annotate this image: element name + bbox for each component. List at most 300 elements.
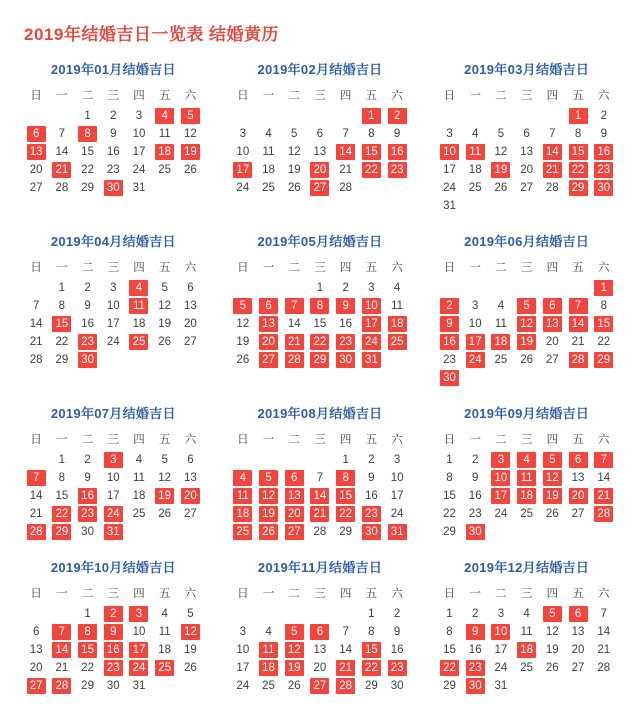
day-cell[interactable] (49, 125, 75, 143)
day-cell[interactable] (230, 623, 256, 641)
lucky-day-cell[interactable] (462, 659, 488, 677)
day-cell[interactable] (75, 161, 101, 179)
lucky-day-cell[interactable] (591, 351, 617, 369)
lucky-day-cell[interactable] (488, 623, 514, 641)
day-cell[interactable] (152, 125, 178, 143)
day-cell[interactable] (75, 605, 101, 623)
day-cell[interactable] (75, 143, 101, 161)
day-cell[interactable] (384, 605, 410, 623)
lucky-day-cell[interactable] (565, 487, 591, 505)
day-cell[interactable] (333, 623, 359, 641)
day-cell[interactable] (178, 125, 204, 143)
day-cell[interactable] (384, 641, 410, 659)
lucky-day-cell[interactable] (333, 351, 359, 369)
lucky-day-cell[interactable] (23, 125, 49, 143)
day-cell[interactable] (307, 469, 333, 487)
day-cell[interactable] (565, 641, 591, 659)
day-cell[interactable] (565, 623, 591, 641)
day-cell[interactable] (152, 279, 178, 297)
lucky-day-cell[interactable] (514, 333, 540, 351)
day-cell[interactable] (100, 469, 126, 487)
day-cell[interactable] (230, 351, 256, 369)
lucky-day-cell[interactable] (359, 333, 385, 351)
lucky-day-cell[interactable] (591, 487, 617, 505)
day-cell[interactable] (281, 143, 307, 161)
day-cell[interactable] (307, 659, 333, 677)
day-cell[interactable] (437, 641, 463, 659)
lucky-day-cell[interactable] (359, 351, 385, 369)
lucky-day-cell[interactable] (591, 505, 617, 523)
lucky-day-cell[interactable] (565, 351, 591, 369)
day-cell[interactable] (178, 659, 204, 677)
lucky-day-cell[interactable] (591, 315, 617, 333)
lucky-day-cell[interactable] (565, 143, 591, 161)
day-cell[interactable] (49, 179, 75, 197)
lucky-day-cell[interactable] (230, 487, 256, 505)
lucky-day-cell[interactable] (384, 659, 410, 677)
day-cell[interactable] (437, 623, 463, 641)
lucky-day-cell[interactable] (462, 143, 488, 161)
lucky-day-cell[interactable] (359, 107, 385, 125)
day-cell[interactable] (333, 125, 359, 143)
day-cell[interactable] (126, 143, 152, 161)
lucky-day-cell[interactable] (230, 523, 256, 541)
day-cell[interactable] (591, 125, 617, 143)
lucky-day-cell[interactable] (539, 451, 565, 469)
day-cell[interactable] (281, 315, 307, 333)
day-cell[interactable] (539, 333, 565, 351)
day-cell[interactable] (333, 641, 359, 659)
lucky-day-cell[interactable] (437, 369, 463, 387)
day-cell[interactable] (437, 505, 463, 523)
day-cell[interactable] (462, 315, 488, 333)
day-cell[interactable] (437, 677, 463, 695)
lucky-day-cell[interactable] (462, 351, 488, 369)
lucky-day-cell[interactable] (384, 333, 410, 351)
day-cell[interactable] (178, 469, 204, 487)
lucky-day-cell[interactable] (100, 641, 126, 659)
lucky-day-cell[interactable] (281, 351, 307, 369)
day-cell[interactable] (152, 605, 178, 623)
lucky-day-cell[interactable] (126, 297, 152, 315)
day-cell[interactable] (384, 677, 410, 695)
lucky-day-cell[interactable] (23, 469, 49, 487)
day-cell[interactable] (75, 469, 101, 487)
day-cell[interactable] (539, 623, 565, 641)
lucky-day-cell[interactable] (75, 641, 101, 659)
day-cell[interactable] (230, 315, 256, 333)
lucky-day-cell[interactable] (539, 469, 565, 487)
day-cell[interactable] (126, 623, 152, 641)
day-cell[interactable] (23, 505, 49, 523)
day-cell[interactable] (256, 623, 282, 641)
day-cell[interactable] (437, 179, 463, 197)
lucky-day-cell[interactable] (437, 315, 463, 333)
day-cell[interactable] (152, 451, 178, 469)
lucky-day-cell[interactable] (100, 605, 126, 623)
day-cell[interactable] (49, 487, 75, 505)
lucky-day-cell[interactable] (539, 161, 565, 179)
day-cell[interactable] (333, 161, 359, 179)
lucky-day-cell[interactable] (565, 179, 591, 197)
day-cell[interactable] (75, 315, 101, 333)
day-cell[interactable] (462, 487, 488, 505)
day-cell[interactable] (307, 279, 333, 297)
day-cell[interactable] (539, 125, 565, 143)
day-cell[interactable] (462, 125, 488, 143)
lucky-day-cell[interactable] (256, 523, 282, 541)
lucky-day-cell[interactable] (565, 315, 591, 333)
lucky-day-cell[interactable] (100, 505, 126, 523)
day-cell[interactable] (75, 451, 101, 469)
day-cell[interactable] (23, 623, 49, 641)
day-cell[interactable] (126, 161, 152, 179)
lucky-day-cell[interactable] (514, 487, 540, 505)
lucky-day-cell[interactable] (281, 487, 307, 505)
day-cell[interactable] (462, 297, 488, 315)
lucky-day-cell[interactable] (307, 333, 333, 351)
day-cell[interactable] (591, 333, 617, 351)
day-cell[interactable] (126, 505, 152, 523)
day-cell[interactable] (23, 641, 49, 659)
lucky-day-cell[interactable] (152, 143, 178, 161)
day-cell[interactable] (178, 605, 204, 623)
day-cell[interactable] (100, 107, 126, 125)
day-cell[interactable] (126, 107, 152, 125)
day-cell[interactable] (488, 605, 514, 623)
lucky-day-cell[interactable] (462, 333, 488, 351)
day-cell[interactable] (359, 125, 385, 143)
lucky-day-cell[interactable] (126, 333, 152, 351)
lucky-day-cell[interactable] (384, 523, 410, 541)
day-cell[interactable] (100, 487, 126, 505)
day-cell[interactable] (49, 451, 75, 469)
day-cell[interactable] (591, 605, 617, 623)
lucky-day-cell[interactable] (591, 161, 617, 179)
lucky-day-cell[interactable] (152, 487, 178, 505)
day-cell[interactable] (126, 469, 152, 487)
day-cell[interactable] (178, 297, 204, 315)
lucky-day-cell[interactable] (230, 161, 256, 179)
day-cell[interactable] (230, 125, 256, 143)
day-cell[interactable] (230, 677, 256, 695)
day-cell[interactable] (462, 161, 488, 179)
day-cell[interactable] (178, 161, 204, 179)
lucky-day-cell[interactable] (126, 279, 152, 297)
lucky-day-cell[interactable] (384, 107, 410, 125)
day-cell[interactable] (591, 659, 617, 677)
day-cell[interactable] (178, 279, 204, 297)
day-cell[interactable] (591, 297, 617, 315)
day-cell[interactable] (75, 297, 101, 315)
day-cell[interactable] (100, 297, 126, 315)
day-cell[interactable] (178, 315, 204, 333)
lucky-day-cell[interactable] (281, 333, 307, 351)
lucky-day-cell[interactable] (307, 351, 333, 369)
day-cell[interactable] (126, 315, 152, 333)
day-cell[interactable] (384, 297, 410, 315)
day-cell[interactable] (256, 677, 282, 695)
day-cell[interactable] (75, 677, 101, 695)
day-cell[interactable] (514, 125, 540, 143)
day-cell[interactable] (152, 315, 178, 333)
lucky-day-cell[interactable] (514, 315, 540, 333)
lucky-day-cell[interactable] (307, 677, 333, 695)
lucky-day-cell[interactable] (23, 523, 49, 541)
day-cell[interactable] (359, 605, 385, 623)
lucky-day-cell[interactable] (281, 659, 307, 677)
lucky-day-cell[interactable] (256, 333, 282, 351)
lucky-day-cell[interactable] (359, 641, 385, 659)
day-cell[interactable] (565, 333, 591, 351)
day-cell[interactable] (488, 677, 514, 695)
lucky-day-cell[interactable] (333, 677, 359, 695)
lucky-day-cell[interactable] (514, 451, 540, 469)
lucky-day-cell[interactable] (359, 161, 385, 179)
lucky-day-cell[interactable] (333, 659, 359, 677)
lucky-day-cell[interactable] (333, 505, 359, 523)
day-cell[interactable] (437, 451, 463, 469)
lucky-day-cell[interactable] (307, 487, 333, 505)
day-cell[interactable] (437, 469, 463, 487)
lucky-day-cell[interactable] (565, 451, 591, 469)
day-cell[interactable] (152, 505, 178, 523)
lucky-day-cell[interactable] (281, 297, 307, 315)
lucky-day-cell[interactable] (49, 641, 75, 659)
day-cell[interactable] (384, 469, 410, 487)
lucky-day-cell[interactable] (539, 487, 565, 505)
day-cell[interactable] (126, 487, 152, 505)
lucky-day-cell[interactable] (49, 677, 75, 695)
day-cell[interactable] (488, 143, 514, 161)
day-cell[interactable] (539, 351, 565, 369)
day-cell[interactable] (437, 197, 463, 215)
day-cell[interactable] (49, 659, 75, 677)
lucky-day-cell[interactable] (49, 623, 75, 641)
day-cell[interactable] (178, 641, 204, 659)
lucky-day-cell[interactable] (333, 297, 359, 315)
day-cell[interactable] (49, 279, 75, 297)
day-cell[interactable] (23, 297, 49, 315)
lucky-day-cell[interactable] (230, 297, 256, 315)
lucky-day-cell[interactable] (514, 297, 540, 315)
lucky-day-cell[interactable] (126, 659, 152, 677)
lucky-day-cell[interactable] (307, 297, 333, 315)
day-cell[interactable] (462, 179, 488, 197)
day-cell[interactable] (23, 487, 49, 505)
day-cell[interactable] (100, 125, 126, 143)
lucky-day-cell[interactable] (591, 143, 617, 161)
lucky-day-cell[interactable] (23, 143, 49, 161)
lucky-day-cell[interactable] (565, 107, 591, 125)
day-cell[interactable] (565, 505, 591, 523)
lucky-day-cell[interactable] (384, 143, 410, 161)
day-cell[interactable] (539, 641, 565, 659)
day-cell[interactable] (462, 641, 488, 659)
day-cell[interactable] (437, 605, 463, 623)
lucky-day-cell[interactable] (178, 107, 204, 125)
day-cell[interactable] (23, 333, 49, 351)
day-cell[interactable] (591, 641, 617, 659)
lucky-day-cell[interactable] (100, 179, 126, 197)
lucky-day-cell[interactable] (256, 469, 282, 487)
day-cell[interactable] (23, 315, 49, 333)
lucky-day-cell[interactable] (126, 641, 152, 659)
lucky-day-cell[interactable] (256, 641, 282, 659)
lucky-day-cell[interactable] (539, 315, 565, 333)
day-cell[interactable] (100, 333, 126, 351)
day-cell[interactable] (230, 143, 256, 161)
day-cell[interactable] (384, 623, 410, 641)
lucky-day-cell[interactable] (307, 623, 333, 641)
day-cell[interactable] (100, 677, 126, 695)
day-cell[interactable] (437, 161, 463, 179)
day-cell[interactable] (488, 505, 514, 523)
day-cell[interactable] (49, 333, 75, 351)
day-cell[interactable] (333, 523, 359, 541)
lucky-day-cell[interactable] (178, 143, 204, 161)
lucky-day-cell[interactable] (565, 605, 591, 623)
lucky-day-cell[interactable] (437, 143, 463, 161)
day-cell[interactable] (178, 505, 204, 523)
lucky-day-cell[interactable] (591, 451, 617, 469)
lucky-day-cell[interactable] (384, 315, 410, 333)
lucky-day-cell[interactable] (307, 161, 333, 179)
day-cell[interactable] (100, 143, 126, 161)
day-cell[interactable] (488, 315, 514, 333)
lucky-day-cell[interactable] (333, 333, 359, 351)
day-cell[interactable] (591, 623, 617, 641)
day-cell[interactable] (359, 469, 385, 487)
lucky-day-cell[interactable] (75, 333, 101, 351)
day-cell[interactable] (359, 451, 385, 469)
lucky-day-cell[interactable] (359, 523, 385, 541)
day-cell[interactable] (514, 179, 540, 197)
day-cell[interactable] (230, 659, 256, 677)
day-cell[interactable] (230, 641, 256, 659)
lucky-day-cell[interactable] (539, 297, 565, 315)
lucky-day-cell[interactable] (256, 659, 282, 677)
day-cell[interactable] (462, 505, 488, 523)
day-cell[interactable] (126, 677, 152, 695)
day-cell[interactable] (488, 351, 514, 369)
day-cell[interactable] (539, 505, 565, 523)
day-cell[interactable] (488, 125, 514, 143)
day-cell[interactable] (178, 333, 204, 351)
day-cell[interactable] (539, 659, 565, 677)
lucky-day-cell[interactable] (75, 351, 101, 369)
lucky-day-cell[interactable] (75, 487, 101, 505)
lucky-day-cell[interactable] (49, 161, 75, 179)
day-cell[interactable] (514, 161, 540, 179)
day-cell[interactable] (256, 179, 282, 197)
day-cell[interactable] (333, 451, 359, 469)
lucky-day-cell[interactable] (100, 659, 126, 677)
day-cell[interactable] (514, 505, 540, 523)
day-cell[interactable] (437, 523, 463, 541)
day-cell[interactable] (23, 351, 49, 369)
lucky-day-cell[interactable] (256, 297, 282, 315)
day-cell[interactable] (281, 179, 307, 197)
day-cell[interactable] (359, 623, 385, 641)
lucky-day-cell[interactable] (591, 279, 617, 297)
lucky-day-cell[interactable] (488, 451, 514, 469)
lucky-day-cell[interactable] (281, 469, 307, 487)
day-cell[interactable] (488, 659, 514, 677)
lucky-day-cell[interactable] (307, 505, 333, 523)
lucky-day-cell[interactable] (230, 505, 256, 523)
day-cell[interactable] (256, 143, 282, 161)
day-cell[interactable] (152, 641, 178, 659)
day-cell[interactable] (75, 179, 101, 197)
lucky-day-cell[interactable] (256, 351, 282, 369)
lucky-day-cell[interactable] (281, 523, 307, 541)
day-cell[interactable] (256, 161, 282, 179)
day-cell[interactable] (23, 161, 49, 179)
day-cell[interactable] (230, 179, 256, 197)
day-cell[interactable] (384, 505, 410, 523)
day-cell[interactable] (333, 179, 359, 197)
day-cell[interactable] (514, 623, 540, 641)
day-cell[interactable] (514, 605, 540, 623)
lucky-day-cell[interactable] (49, 505, 75, 523)
lucky-day-cell[interactable] (256, 505, 282, 523)
day-cell[interactable] (49, 351, 75, 369)
lucky-day-cell[interactable] (230, 469, 256, 487)
day-cell[interactable] (75, 659, 101, 677)
day-cell[interactable] (462, 469, 488, 487)
day-cell[interactable] (591, 107, 617, 125)
lucky-day-cell[interactable] (75, 505, 101, 523)
day-cell[interactable] (359, 677, 385, 695)
day-cell[interactable] (514, 659, 540, 677)
day-cell[interactable] (23, 179, 49, 197)
day-cell[interactable] (281, 161, 307, 179)
lucky-day-cell[interactable] (152, 107, 178, 125)
day-cell[interactable] (565, 659, 591, 677)
day-cell[interactable] (384, 279, 410, 297)
day-cell[interactable] (384, 125, 410, 143)
day-cell[interactable] (230, 333, 256, 351)
lucky-day-cell[interactable] (100, 623, 126, 641)
lucky-day-cell[interactable] (256, 315, 282, 333)
day-cell[interactable] (514, 351, 540, 369)
day-cell[interactable] (75, 107, 101, 125)
day-cell[interactable] (488, 641, 514, 659)
day-cell[interactable] (152, 297, 178, 315)
day-cell[interactable] (307, 315, 333, 333)
day-cell[interactable] (307, 125, 333, 143)
day-cell[interactable] (307, 641, 333, 659)
lucky-day-cell[interactable] (539, 143, 565, 161)
lucky-day-cell[interactable] (178, 623, 204, 641)
lucky-day-cell[interactable] (359, 297, 385, 315)
lucky-day-cell[interactable] (462, 623, 488, 641)
lucky-day-cell[interactable] (565, 297, 591, 315)
lucky-day-cell[interactable] (333, 469, 359, 487)
day-cell[interactable] (152, 623, 178, 641)
lucky-day-cell[interactable] (359, 143, 385, 161)
lucky-day-cell[interactable] (462, 523, 488, 541)
lucky-day-cell[interactable] (488, 487, 514, 505)
lucky-day-cell[interactable] (462, 677, 488, 695)
day-cell[interactable] (152, 333, 178, 351)
day-cell[interactable] (100, 315, 126, 333)
lucky-day-cell[interactable] (49, 315, 75, 333)
lucky-day-cell[interactable] (437, 297, 463, 315)
lucky-day-cell[interactable] (565, 161, 591, 179)
day-cell[interactable] (488, 297, 514, 315)
